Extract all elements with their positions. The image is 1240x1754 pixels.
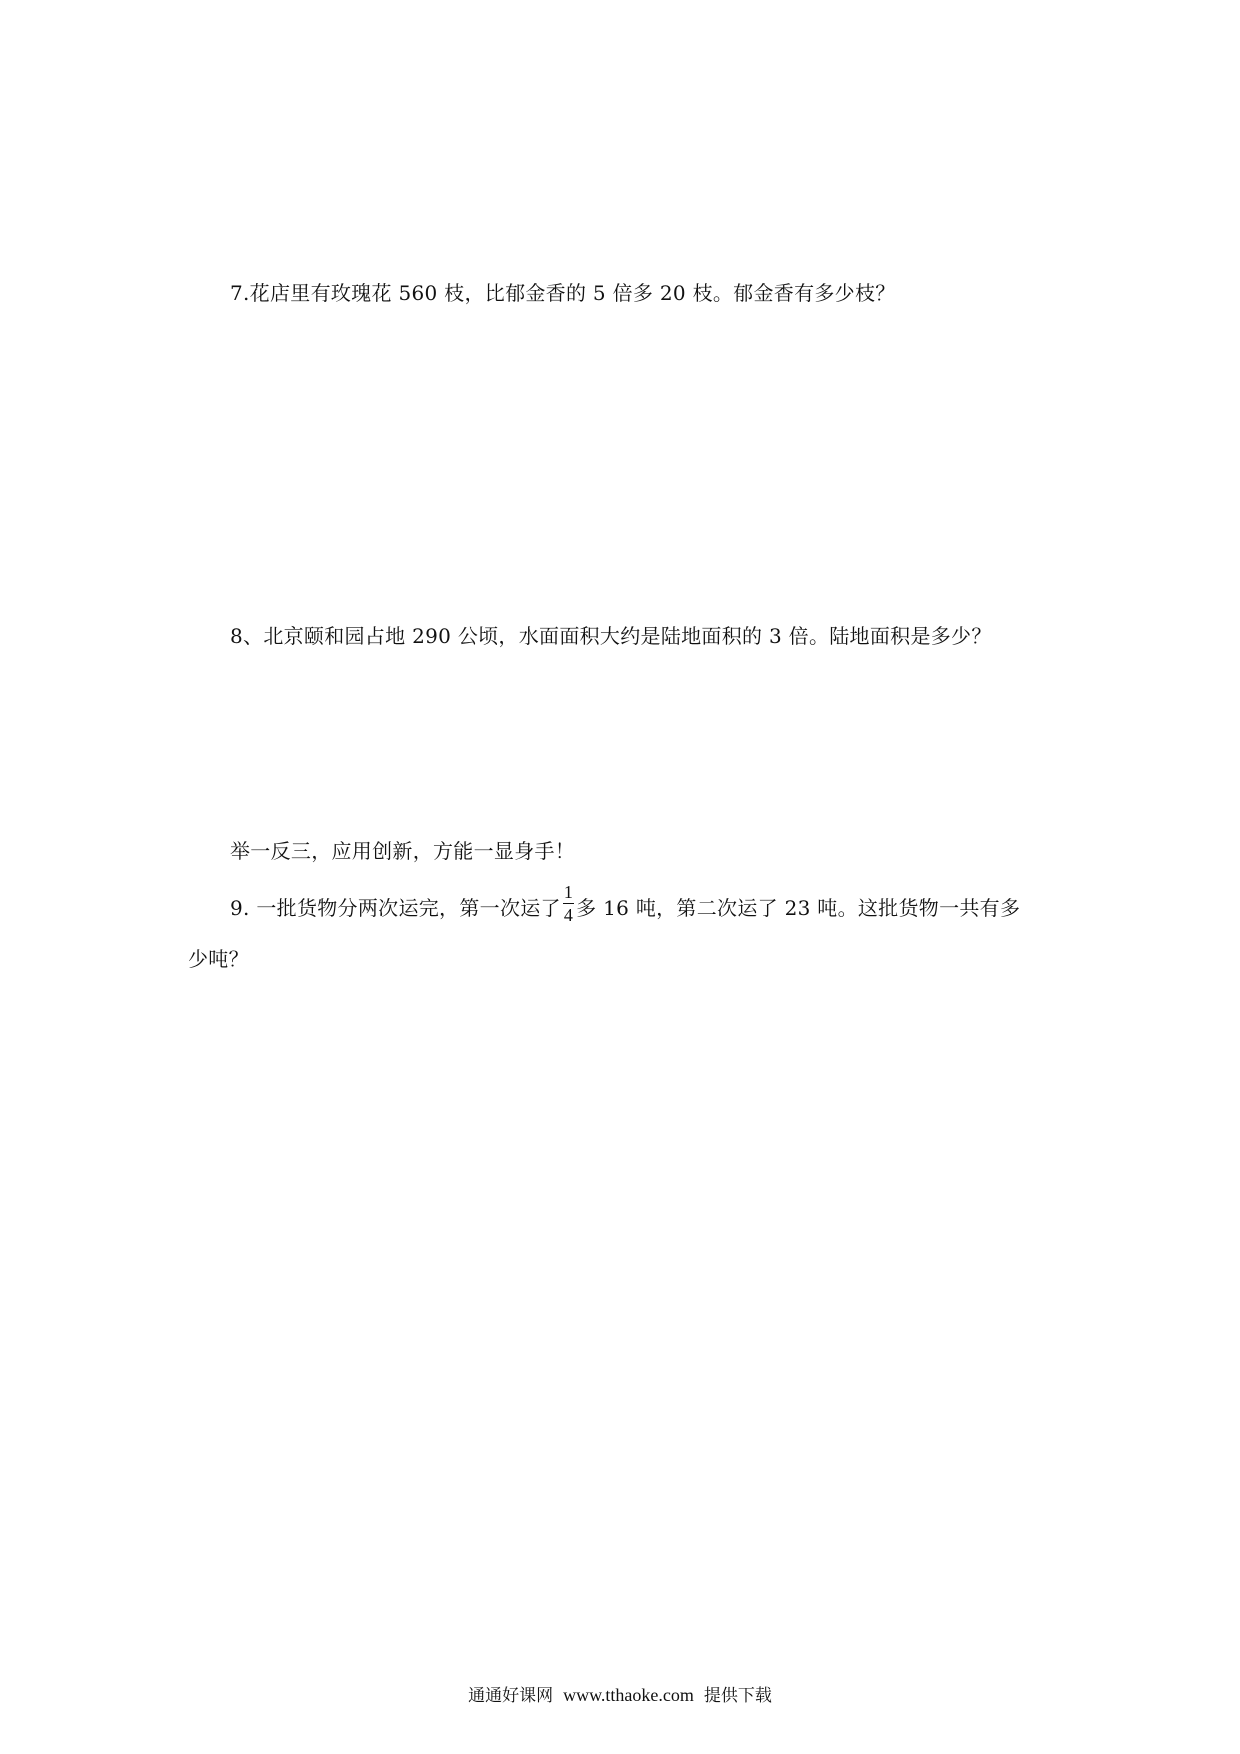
fraction-one-quarter	[563, 881, 574, 926]
question-9-text-before: 9. 一批货物分两次运完，第一次运了	[230, 896, 561, 920]
fraction-numerator: 1	[563, 882, 574, 902]
footer-url: www.tthaoke.com	[563, 1685, 694, 1705]
question-7: 7.花店里有玫瑰花 560 枝，比郁金香的 5 倍多 20 枝。郁金香有多少枝？	[230, 281, 896, 305]
footer-site-name: 通通好课网	[468, 1686, 554, 1706]
fraction-denominator: 4	[563, 905, 574, 925]
page-footer	[0, 1683, 1240, 1708]
section-motto: 举一反三，应用创新，方能一显身手！	[230, 839, 576, 863]
footer-suffix: 提供下载	[703, 1686, 772, 1706]
question-8: 8、北京颐和园占地 290 公顷，水面面积大约是陆地面积的 3 倍。陆地面积是多少？	[230, 624, 992, 648]
question-9-text-after: 多 16 吨，第二次运了 23 吨。这批货物一共有多	[576, 896, 1021, 920]
question-9-continuation: 少吨？	[188, 947, 249, 971]
question-9	[230, 882, 1021, 926]
